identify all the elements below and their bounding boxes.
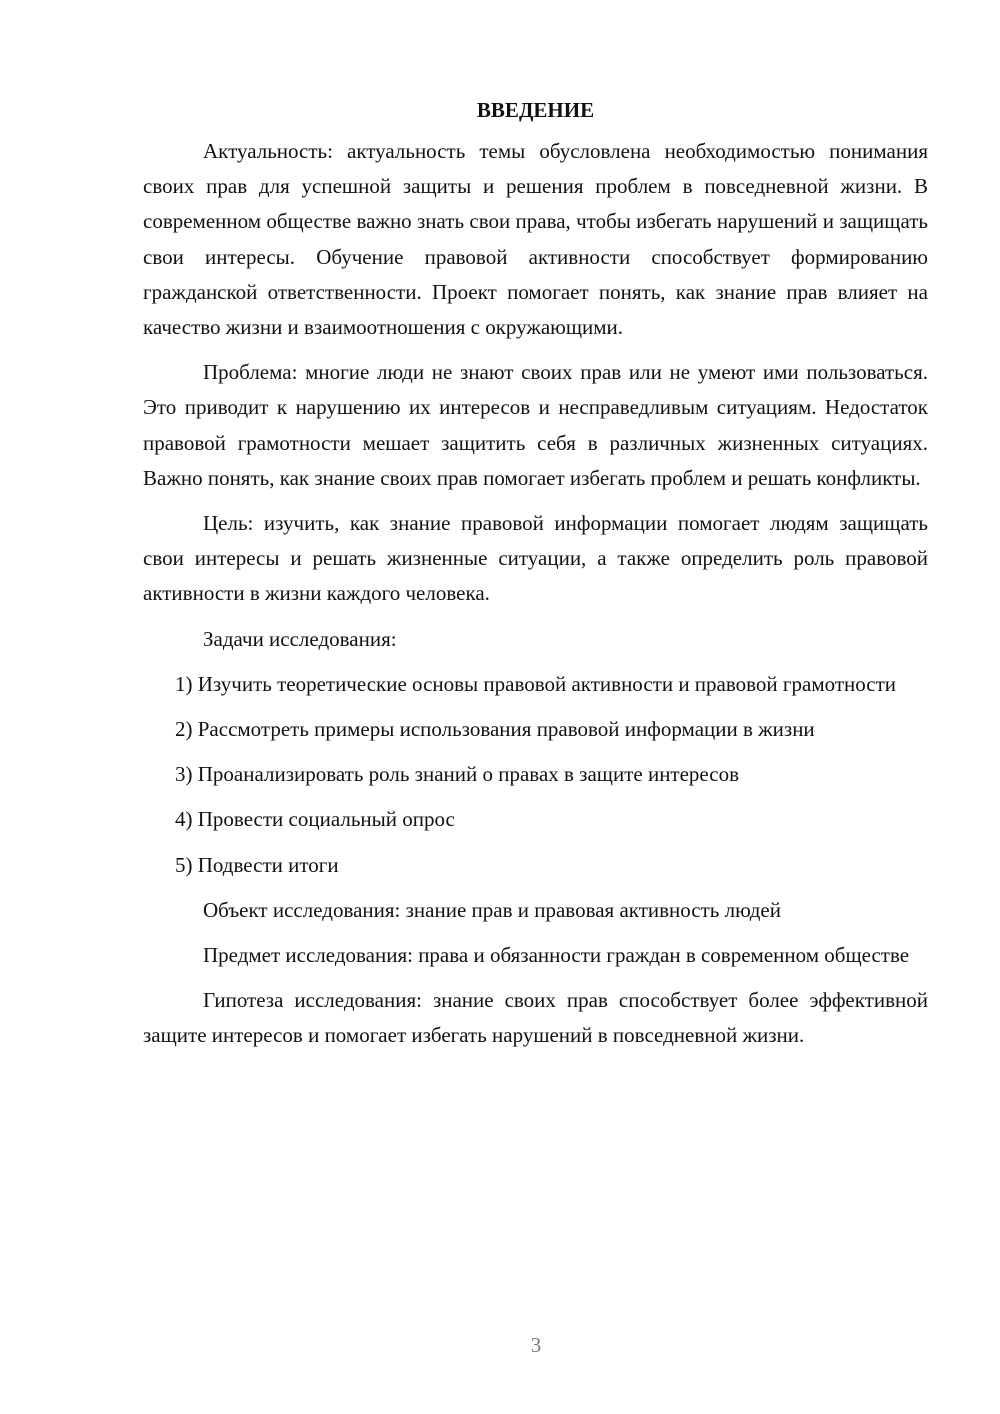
task-item: 3) Проанализировать роль знаний о правах в защите интересов (175, 762, 740, 787)
goal-paragraph: Цель: изучить, как знание правовой информации помогает людям защищать свои интересы и решать жизненные ситуации, а также определить роль правовой активности в жизни каждого человека. (143, 511, 928, 606)
subject-paragraph: Предмет исследования: права и обязанности граждан в современном обществе (203, 943, 910, 968)
task-item: 5) Подвести итоги (175, 852, 339, 877)
relevance-paragraph: Актуальность: актуальность темы обусловлена необходимостью понимания своих прав для успешной защиты и решения проблем в повседневной жизни. В современном обществе важно знать свои права, чтобы избегать нарушений и защищать свои интересы. Обучение правовой активности способствует формированию гражданской ответственности. Проект помогает понять, как знание прав влияет на качество жизни и взаимоотношения с окружающими. (143, 139, 928, 340)
page-content (143, 95, 928, 1064)
section-title: ВВЕДЕНИЕ (476, 98, 595, 122)
object-paragraph: Объект исследования: знание прав и правовая активность людей (203, 897, 781, 922)
tasks-heading: Задачи исследования: (203, 626, 397, 651)
hypothesis-paragraph: Гипотеза исследования: знание своих прав способствует более эффективной защите интересов и помогает избегать нарушений в повседневной жизни. (143, 988, 928, 1048)
task-item: 1) Изучить теоретические основы правовой активности и правовой грамотности (175, 671, 897, 696)
problem-paragraph: Проблема: многие люди не знают своих прав или не умеют ими пользоваться. Это приводит к нарушению их интересов и несправедливым ситуациям. Недостаток правовой грамотности мешает защитить себя в различных жизненных ситуациях. Важно понять, как знание своих прав помогает избегать проблем и решать конфликты. (143, 360, 928, 490)
task-item: 2) Рассмотреть примеры использования правовой информации в жизни (175, 717, 815, 742)
task-item: 4) Провести социальный опрос (175, 807, 455, 832)
page-number: 3 (530, 1333, 542, 1357)
